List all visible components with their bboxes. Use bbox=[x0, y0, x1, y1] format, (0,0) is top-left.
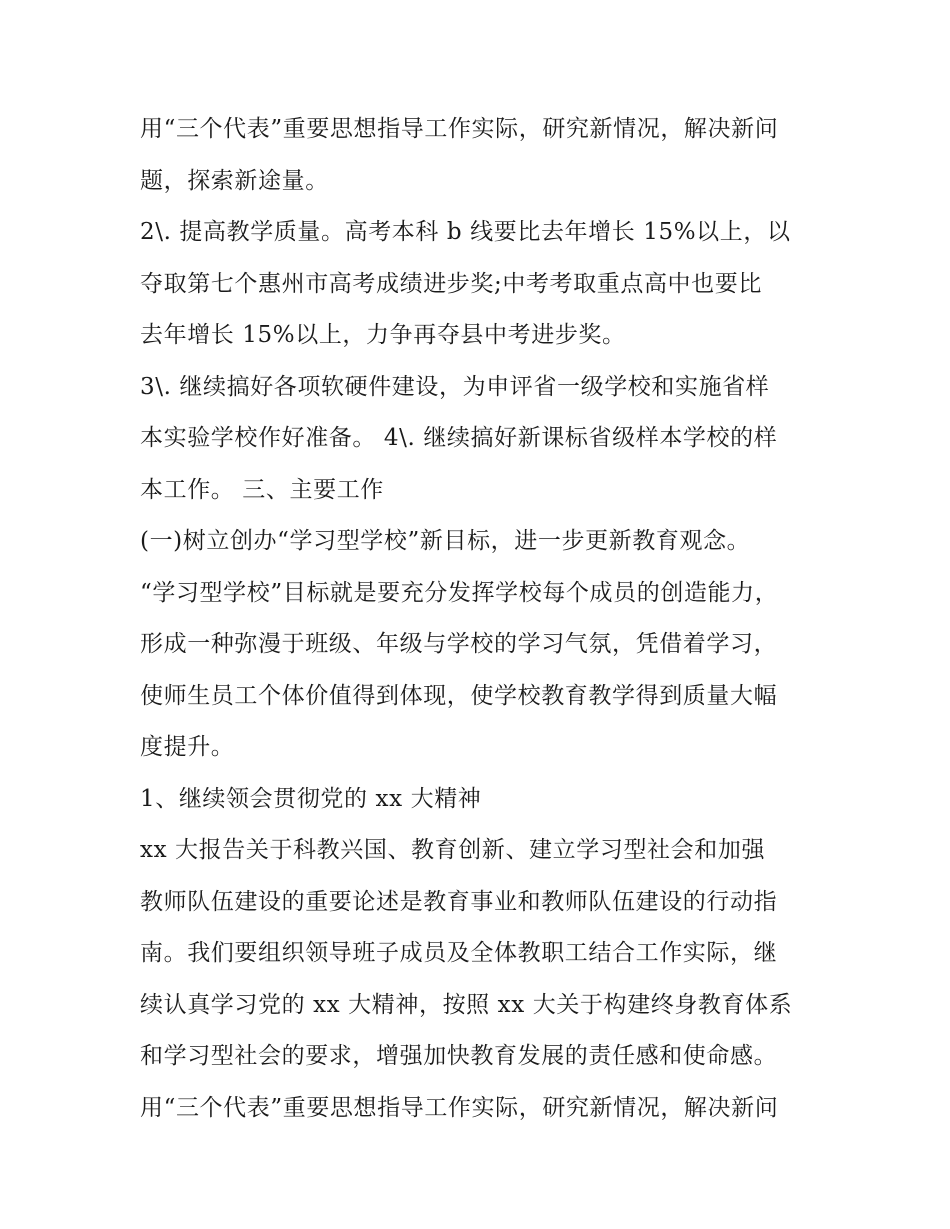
text-line: 和学习型社会的要求，增强加快教育发展的责任感和使命感。 bbox=[140, 1043, 778, 1069]
text-line: 题，探索新途量。 bbox=[140, 167, 329, 194]
text-line: 形成一种弥漫于班级、年级与学校的学习气氛，凭借着学习， bbox=[140, 631, 778, 657]
text-line: “学习型学校”目标就是要充分发挥学校每个成员的创造能力， bbox=[140, 579, 779, 606]
text-line: 3\. 继续搞好各项软硬件建设，为申评省一级学校和实施省样 bbox=[140, 373, 770, 400]
document-body bbox=[140, 104, 820, 1134]
text-line: 本实验学校作好准备。 4\. 继续搞好新课标省级样本学校的样 bbox=[140, 425, 778, 451]
subsection-heading: (一)树立创办“学习型学校”新目标，进一步更新教育观念。 bbox=[140, 528, 751, 554]
item-heading: 1、继续领会贯彻党的 xx 大精神 bbox=[140, 785, 482, 812]
section-heading: 本工作。 三、主要工作 bbox=[140, 476, 384, 503]
text-line: 南。我们要组织领导班子成员及全体教职工结合工作实际，继 bbox=[140, 940, 778, 966]
text-line: 续认真学习党的 xx 大精神，按照 xx 大关于构建终身教育体系 bbox=[140, 991, 793, 1018]
text-line: 去年增长 15%以上，力争再夺县中考进步奖。 bbox=[140, 322, 626, 348]
text-line: 使师生员工个体价值得到体现，使学校教育教学得到质量大幅 bbox=[140, 682, 778, 709]
text-line: 度提升。 bbox=[140, 734, 235, 760]
text-line: 2\. 提高教学质量。高考本科 b 线要比去年增长 15%以上，以 bbox=[140, 219, 791, 245]
text-line: 用“三个代表”重要思想指导工作实际，研究新情况，解决新问 bbox=[140, 1094, 779, 1121]
text-line: xx 大报告关于科教兴国、教育创新、建立学习型社会和加强 bbox=[140, 837, 766, 863]
text-line: 用“三个代表”重要思想指导工作实际，研究新情况，解决新问 bbox=[140, 116, 779, 142]
text-line: 夺取第七个惠州市高考成绩进步奖;中考考取重点高中也要比 bbox=[140, 270, 762, 297]
text-line: 教师队伍建设的重要论述是教育事业和教师队伍建设的行动指 bbox=[140, 888, 778, 915]
